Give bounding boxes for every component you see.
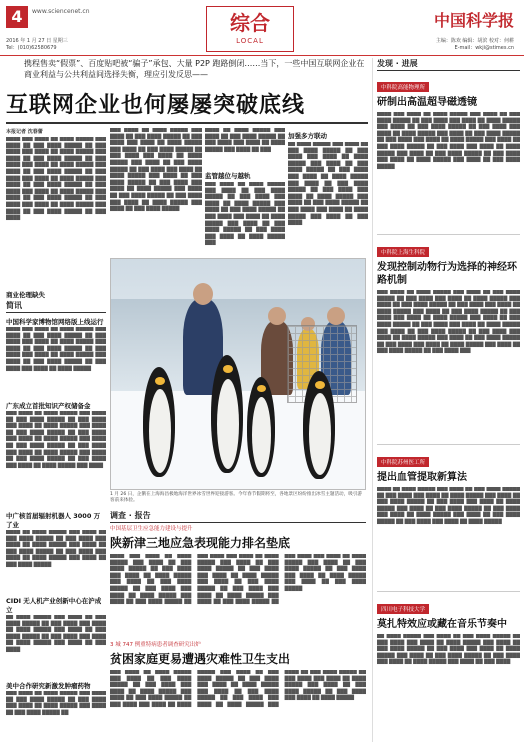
penguin — [299, 371, 339, 479]
story-body: ████ ███ ████ ██ ████ █████ ███ ████ ██ ███ ████ █████ ██ ███ ████ ███ ████ ██ ████ █████ ███ ████ ██ ███ ████ █████ ██ ███ ████ ███ ████ ██ ████ █████ ███ ████ ██ ███ ████ █████ ██ ███ ████ ███ ████ ██ ████ █████ ███ ████ ██ ███ ████ █████ ██ ███ ████ ███ ████ ██ ████ █████ ███ ████ ██ ███ ████ █████ ██ ███ ████ ███ ████ ██ ████ █████ ███ ████ ██ ███ ████ █████ ██ ███ ████ ███ ████ ██ ████ █████ ███ ████ ██ ███ ████ █████ ██ ███ ████ ███ ████ ██ ████ █████ ███ ████ ██ ███ ████ █████ — [110, 554, 366, 606]
section-name-cn: 综合 — [230, 11, 270, 35]
lead-rule — [6, 122, 368, 124]
edition-phone: Tel：(010)62580679 — [6, 45, 57, 51]
lead-column-4 — [288, 128, 368, 256]
story-headline[interactable]: 贫困家庭更易遭遇灾难性卫生支出 — [110, 652, 291, 666]
rail-body: ███ ████ ██ ████ █████ ███ ████ ██ ███ ████ █████ ██ ███ ████ ███ ████ ██ ████ █████ ███ ████ ██ ███ ████ █████ ██ ███ ████ ███ ████ ██ ████ █████ ███ ████ ██ ███ ████ █████ ██ ███ ████ ███ ████ ██ ████ █████ ███ ████ ██ ███ ████ █████ ██ ███ ████ ███ ████ ██ ████ █████ ███ ████ ██ ███ ████ █████ ██ ███ ████ ███ ████ ██ ████ █████ ███ ████ ██ ███ ████ █████ ██ ███ ████ ███ ████ ██ ████ █████ ███ ████ ██ ███ ████ █████ ██ ███ ████ ███ — [377, 290, 520, 355]
lead-column-1 — [6, 128, 106, 298]
person-head — [327, 307, 345, 325]
story-body: ███ ████ ██ ████ █████ ███ ████ ██ ███ ████ █████ ██ ███ ████ ███ ████ ██ ████ █████ ███ ████ ██ ███ ████ █████ ██ ███ ████ ███ ████ ██ ████ █████ ███ ████ ██ ███ ████ █████ ██ ███ ████ ███ ████ ██ ████ █████ ███ ████ ██ ███ ████ █████ ██ ███ ████ ███ ████ ██ ████ █████ ███ ████ ██ ███ ████ █████ ██ ███ ████ ███ ████ ██ ████ █████ ███ ████ ██ ███ ████ █████ ██ ███ ████ ███ ████ ██ ████ █████ — [110, 670, 366, 708]
rail-story — [377, 596, 520, 726]
page-number: 4 — [6, 6, 28, 28]
lead-body-text: ███ ████ ██ ████ █████ ███ ████ ██ ███ ████ █████ ██ ███ ████ ███ ████ ██ ████ █████ ███ ████ ██ ███ ████ █████ ██ ███ ████ ███ ████ ██ ████ █████ ███ ████ ██ ███ ████ █████ ██ ███ ████ ███ ████ ██ ████ █████ ███ — [205, 182, 285, 247]
paper-logo: 中国科学报 — [433, 11, 514, 30]
rail-section-title: 发现 · 进展 — [377, 58, 520, 71]
penguin — [243, 377, 279, 477]
rail-divider — [377, 591, 520, 592]
lead-deck-line: 商业利益与公共利益间选择失衡，理应引发反思—— — [24, 70, 208, 79]
lead-body-text: ████ ███ ████ ██ ████ █████ ███ ████ ██ ███ ████ █████ ██ ███ ████ ███ ████ ██ ████ █████ ███ ████ ██ ███ ████ █████ ██ ███ ████ ███ ████ ██ ████ █████ ███ ████ ██ ███ ████ █████ ██ ███ ████ ███ ████ ██ ████ █████ ███ ████ ██ ███ ████ █████ ██ ███ ████ ███ ████ ██ ████ █████ ███ ████ ██ ███ ████ █████ ██ ███ ████ ███ ████ ██ ████ █████ ███ ████ ██ ███ ████ █████ ██ ███ ████ — [6, 137, 106, 222]
investigation-section-tag: 调查 · 报告 — [110, 510, 366, 523]
masthead — [0, 0, 524, 56]
lead-subhead-1: 商业伦理缺失 — [6, 291, 45, 299]
brief-title[interactable]: 中国科学家博物馆网络版上线运行 — [6, 318, 104, 326]
editor-credits — [436, 38, 514, 52]
rail-body: ██ ████ █████ ███ ████ ██ ███ ████ █████ ██ ███ ████ ███ ████ ██ ████ █████ ███ ████ ██ ███ ████ █████ ██ ███ ████ ███ ████ ██ ████ █████ ███ ████ ██ ███ ████ █████ ██ ███ ████ ███ ████ ██ ████ █████ ███ ████ ██ ███ ████ — [377, 634, 520, 666]
briefs-column — [6, 300, 106, 740]
rail-divider — [377, 234, 520, 235]
lead-deck-line: 携程售卖“假票”、百度贴吧被“骗子”承包、大量 P2P 跑路倒闭……当下，一些中国互联网企业在 — [24, 59, 365, 68]
brief-body: ███ ████ ██ ████ █████ ███ ████ ██ ███ ████ █████ ██ ███ ████ ███ ████ ██ ████ █████ ███ ████ ██ ███ ████ █████ ██ ███ ████ ███ ████ ██ ████ █████ ███ ████ ██ ███ ████ █████ ██ ███ ████ ███ ████ ██ ████ █████ ███ ████ ██ ███ ████ █████ ██ ███ ████ ███ ████ ██ ████ █████ ███ ████ — [6, 411, 106, 469]
person-head — [268, 307, 286, 325]
investigation-story-1 — [110, 524, 366, 636]
brief-body: ████ ██ ████ █████ ███ ████ ██ ███ ████ █████ ██ ███ ████ ███ ████ ██ ████ █████ ███ ████ ██ ███ ████ █████ ██ ███ ████ ███ ████ ██ ████ █████ ███ ████ ██ ███ ████ █████ — [6, 530, 106, 568]
lead-column-3 — [205, 128, 285, 256]
lead-column-2 — [110, 128, 202, 256]
lead-body-text: ██ ████ █████ ███ ████ ██ ███ ████ █████ ██ ███ ████ ███ ████ ██ ████ █████ ███ ████ ██ ███ ████ █████ ██ ███ ████ ███ ████ ██ ████ █████ ███ ████ ██ ███ ████ █████ ██ ███ ████ ███ ████ ██ ████ █████ ███ ████ ██ ███ ████ █████ ██ ███ ████ ███ ████ ██ ████ █████ ███ ████ ██ ███ ████ — [288, 142, 368, 227]
brief-body: ████ ███ ████ ██ ████ █████ ███ ████ ██ ███ ████ █████ ██ ███ ████ ███ ████ ██ ████ █████ ███ ████ ██ ███ ████ █████ ██ ███ ████ ███ ████ ██ ████ █████ ███ ████ ██ ███ ████ █████ ██ ███ ████ ███ ████ ██ ████ █████ — [6, 327, 106, 372]
right-rail — [372, 58, 520, 742]
rail-ribbon: 四川电子科技大学 — [377, 604, 429, 614]
lead-story-header — [6, 58, 368, 126]
story-kicker: 3 城 747 例重特病患者调查研究出炉 — [110, 642, 201, 648]
rail-story — [377, 239, 520, 440]
rail-story — [377, 74, 520, 230]
rail-headline[interactable]: 提出血管提取新算法 — [377, 472, 467, 483]
rail-body: ████ ██ ████ █████ ███ ████ ██ ███ ████ █████ ██ ███ ████ ███ ████ ██ ████ █████ ███ ████ ██ ███ ████ █████ ██ ███ ████ ███ ████ ██ ████ █████ ███ ████ ██ ███ ████ █████ ██ ███ ████ ███ ████ ██ ████ █████ ███ ████ ██ ███ ████ █████ ██ ███ ████ ███ ████ ██ ████ █████ — [377, 487, 520, 525]
photo-caption: 1 月 26 日，企鹅在上海海昌极地海洋世界冰雪世界迎接游客。今年春节假期将至，各地景区纷纷推出冰雪主题活动，吸引游客前来体验。 — [110, 492, 363, 503]
section-banner — [206, 6, 294, 52]
lead-deck — [6, 58, 368, 80]
rail-headline[interactable]: 莫扎特效应或藏在音乐节奏中 — [377, 619, 507, 630]
rail-headline[interactable]: 发现控制动物行为选择的神经环路机制 — [377, 262, 517, 286]
story-kicker: 中国基层卫生应急能力建设与提升 — [110, 526, 193, 532]
person-head — [193, 283, 213, 305]
lead-headline[interactable]: 互联网企业也何屡屡突破底线 — [6, 92, 306, 118]
editor-names: 主编：陈欢 编辑：胡滨 校对：何耕 — [435, 38, 514, 44]
brief-title[interactable]: 美中合作研究新激发肿瘤药物 — [6, 682, 91, 690]
rail-ribbon: 中科院高能物理所 — [377, 82, 429, 92]
lead-byline: 本报记者 沈春蕾 — [6, 129, 43, 135]
lead-subhead-3: 加强多方联动 — [288, 132, 327, 140]
lead-body-text: ████ ██ ████ █████ ███ ████ ██ ███ ████ █████ ██ ███ ████ ███ ████ ██ ████ █████ ███ ████ ██ ███ — [205, 128, 285, 153]
penguin — [207, 355, 247, 473]
rail-divider — [377, 444, 520, 445]
investigation-story-2 — [110, 640, 366, 740]
rail-ribbon: 中科院苏州医工所 — [377, 457, 429, 467]
rail-body: ████ ███ ████ ██ ████ █████ ███ ████ ██ ███ ████ █████ ██ ███ ████ ███ ████ ██ ████ █████ ███ ████ ██ ███ ████ █████ ██ ███ ████ ███ ████ ██ ████ █████ ███ ████ ██ ███ ████ █████ ██ ███ ████ ███ ████ ██ ████ █████ ███ ████ ██ ███ ████ █████ ██ ███ ████ ███ ████ ██ ████ █████ ███ ████ ██ ███ ████ █████ ██ ███ ████ ███ ████ ██ ████ █████ ███ ████ ██ ███ ████ █████ — [377, 112, 520, 170]
section-name-en: LOCAL — [236, 37, 264, 45]
rail-headline[interactable]: 研制出高温超导磁透镜 — [377, 97, 477, 108]
lead-subhead-2: 监管越位与越轨 — [205, 172, 251, 180]
penguin — [139, 367, 179, 477]
penguin-photo — [110, 258, 366, 490]
brief-title[interactable]: 广东成立首批知识产权储备金 — [6, 402, 91, 410]
edition-info — [6, 38, 68, 52]
brief-title[interactable]: CIDI 无人机产业创新中心在沪成立 — [6, 597, 102, 614]
rail-story — [377, 449, 520, 587]
editor-email: E-mail：wkji@stimes.cn — [454, 45, 514, 51]
brief-title[interactable]: 中广核首届辐射机器人 3000 万了业 — [6, 512, 101, 529]
edition-date: 2016 年 1 月 27 日 星期三 — [6, 38, 68, 44]
brief-body: ███ ████ ██ ████ █████ ███ ████ ██ ███ ████ █████ ██ ███ ████ ███ ████ ██ ████ █████ ███ ████ ██ ███ ████ █████ ██ — [6, 691, 106, 716]
brief-body: ██ ████ █████ ███ ████ ██ ███ ████ █████ ██ ███ ████ ███ ████ ██ ████ █████ ███ ████ ██ ███ ████ █████ ██ ███ ████ ███ ████ ██ ████ █████ ███ ████ ██ ███ ████ — [6, 615, 106, 653]
briefs-section-tag: 简讯 — [6, 300, 106, 313]
site-url[interactable]: www.sciencenet.cn — [32, 8, 90, 15]
lead-body-text: ███ ████ ██ ████ █████ ███ ████ ██ ███ ████ █████ ██ ███ ████ ███ ████ ██ ████ █████ ███ ████ ██ ███ ████ █████ ██ ███ ████ ███ ████ ██ ████ █████ ███ ████ ██ ███ ████ █████ ██ ███ ████ ███ ████ ██ ████ █████ ███ ████ ██ ███ ████ █████ ██ ███ ████ ███ ████ ██ ████ █████ ███ ████ ██ ███ ████ █████ ██ ███ ████ ███ ████ ██ ████ █████ ███ ████ ██ ███ ████ █████ — [110, 128, 202, 213]
story-headline[interactable]: 陕新津三地应急表现能力排名垫底 — [110, 536, 291, 550]
rail-ribbon: 中科院上海生科院 — [377, 247, 429, 257]
